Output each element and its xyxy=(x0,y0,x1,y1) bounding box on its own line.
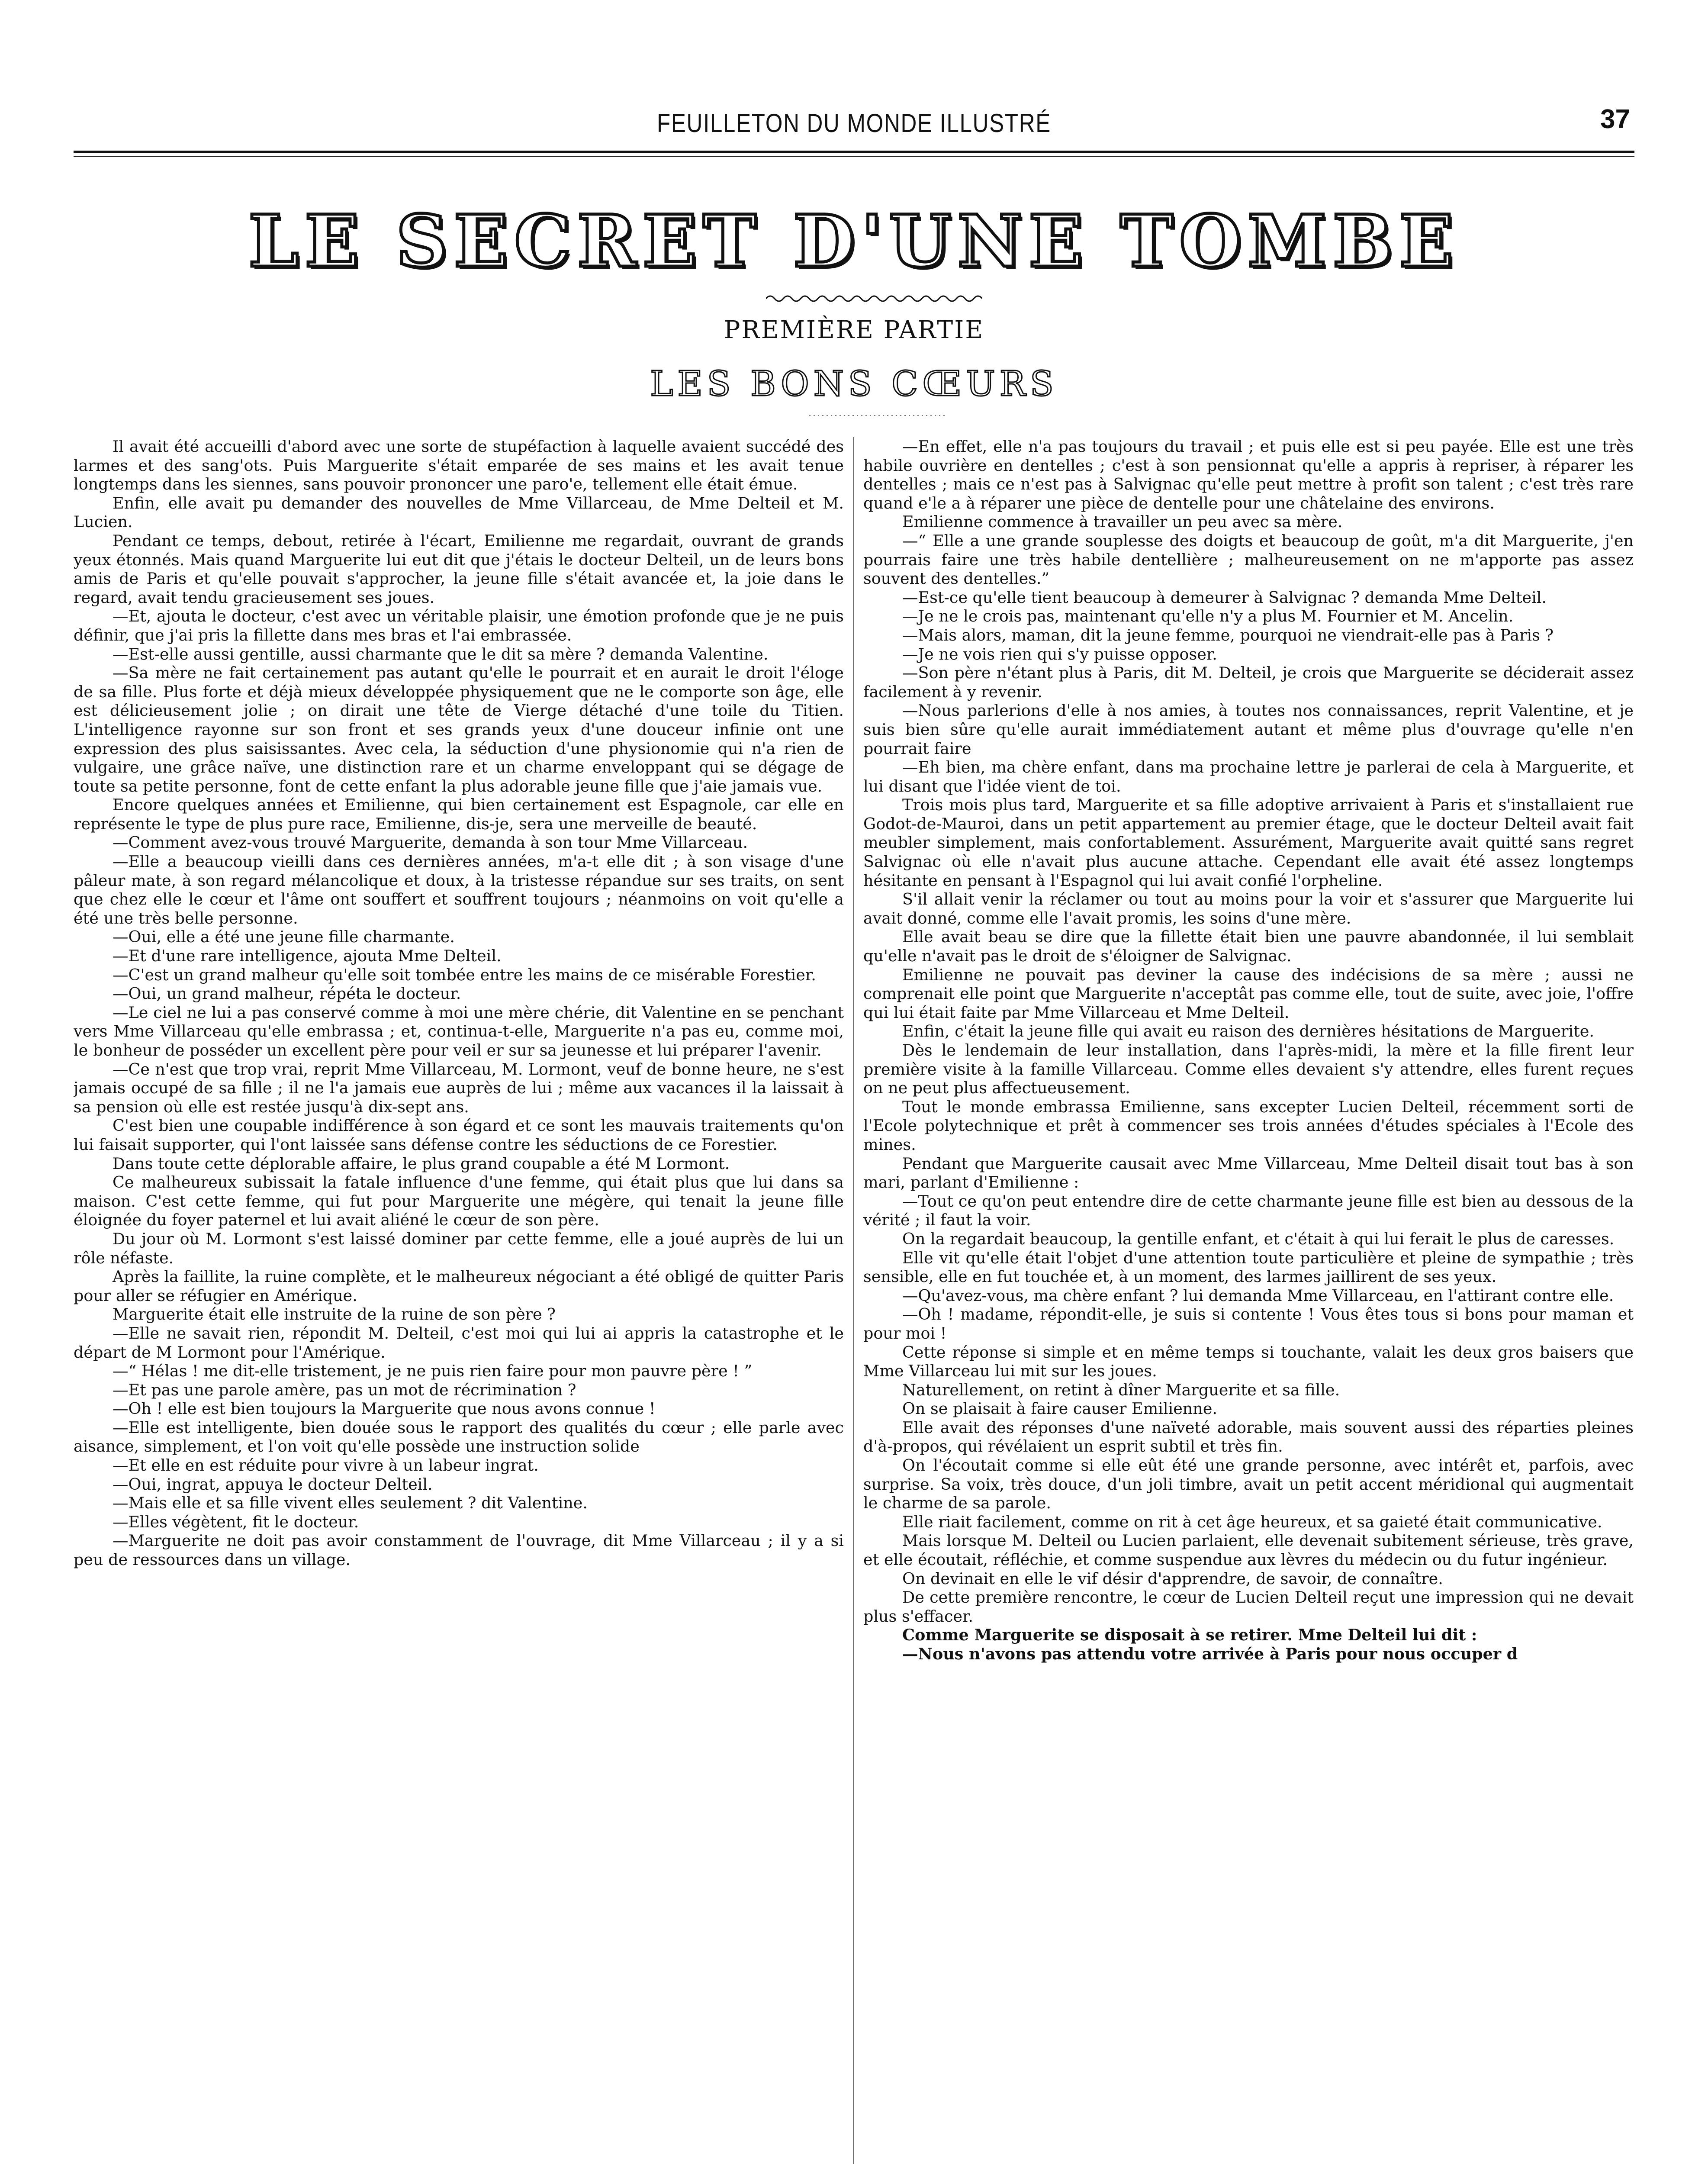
paragraph: —Est-ce qu'elle tient beaucoup à demeurer à Salvignac ? demanda Mme Delteil. xyxy=(902,588,1547,607)
paragraph: —Je ne le crois pas, maintenant qu'elle n'y a plus M. Fournier et M. Ancelin. xyxy=(902,607,1514,626)
paragraph: De cette première rencontre, le cœur de Lucien Delteil reçut une impression qui ne devait plus s'effacer. xyxy=(863,1588,1634,1626)
paragraph: Elle avait beau se dire que la fillette était bien une pauvre abandonnée, il lui semblait qu'elle n'avait pas le droit de s'éloigner de Salvignac. xyxy=(863,927,1634,966)
paragraph: Dès le lendemain de leur installation, dans l'après-midi, la mère et la fille firent leur première visite à la famille Villarceau. Comme elles devaient s'y attendre, elles furent reçues on ne peut plus affectueusement. xyxy=(863,1041,1634,1098)
newspaper-page xyxy=(74,100,1634,2164)
paragraph: —Comment avez-vous trouvé Marguerite, demanda à son tour Mme Villarceau. xyxy=(113,833,748,852)
paragraph: —“ Hélas ! me dit-elle tristement, je ne puis rien faire pour mon pauvre père ! ” xyxy=(113,1362,753,1381)
header-rule xyxy=(74,151,1634,153)
page-header xyxy=(74,100,1634,151)
paragraph: —Et, ajouta le docteur, c'est avec un véritable plaisir, une émotion profonde que je ne puis définir, que j'ai pris la fillette dans mes bras et l'ai embrassée. xyxy=(74,607,844,644)
paragraph: Mais lorsque M. Delteil ou Lucien parlaient, elle devenait subitement sérieuse, très grave, et elle écoutait, réfléchie, et comme suspendue aux lèvres du médecin ou du futur ingénieur. xyxy=(863,1531,1634,1569)
paragraph: Ce malheureux subissait la fatale influence d'une femme, qui était plus que lui dans sa maison. C'est cette femme, qui fut pour Marguerite une mégère, qui tenait la jeune fille éloignée du foyer paternel et lui avait aliéné le cœur de son père. xyxy=(74,1173,844,1230)
paragraph: —En effet, elle n'a pas toujours du travail ; et puis elle est si peu payée. Elle est une très habile ouvrière en dentelles ; c'est à son pensionnat qu'elle a appris à repriser, à réparer les dentelles ; mais ce n'est pas à Salvignac qu'elle peut mettre à profit son talent ; c'est très rare quand e'le a à réparer une pièce de dentelle pour une châtelaine des environs. xyxy=(863,437,1634,512)
paragraph: S'il allait venir la réclamer ou tout au moins pour la voir et s'assurer que Marguerite lui avait donné, comme elle l'avait promis, les soins d'une mère. xyxy=(863,890,1634,927)
text-column-left xyxy=(74,437,844,2164)
paragraph: —“ Elle a une grande souplesse des doigts et beaucoup de goût, m'a dit Marguerite, j'en pourrais faire une très habile dentellière ; malheureusement on ne m'apporte pas assez souvent des dentelles.” xyxy=(863,531,1634,588)
paragraph: C'est bien une coupable indifférence à son égard et ce sont les mauvais traitements qu'on lui faisait supporter, qui l'ont laissée sans défense contre les séductions de ce Forestier. xyxy=(74,1116,844,1154)
paragraph: —Le ciel ne lui a pas conservé comme à moi une mère chérie, dit Valentine en se penchant vers Mme Villarceau qu'elle embrassa ; et, continua-t-elle, Marguerite n'a pas eu, comme moi, le bonheur de posséder un excellent père pour veil er sur sa jeunesse et lui préparer l'avenir. xyxy=(74,1003,844,1059)
text-column-right xyxy=(863,437,1634,2164)
paragraph: Naturellement, on retint à dîner Marguerite et sa fille. xyxy=(902,1380,1340,1399)
paragraph: —Nous parlerions d'elle à nos amies, à toutes nos connaissances, reprit Valentine, et je suis bien sûre qu'elle aurait immédiatement autant et même plus d'ouvrage qu'elle n'en pourrait faire xyxy=(863,701,1634,758)
paragraph: Emilienne ne pouvait pas deviner la cause des indécisions de sa mère ; aussi ne comprenait elle point que Marguerite n'acceptât pas comme elle, tout de suite, avec joie, l'offre qui lui était faite par Mme Villarceau et Mme Delteil. xyxy=(863,965,1634,1022)
paragraph: Enfin, c'était la jeune fille qui avait eu raison des dernières hésitations de Marguerite. xyxy=(902,1022,1594,1041)
paragraph: —Et pas une parole amère, pas un mot de récrimination ? xyxy=(113,1380,576,1399)
paragraph: On la regardait beaucoup, la gentille enfant, et c'était à qui lui ferait le plus de caresses. xyxy=(902,1229,1615,1248)
header-rule-thin xyxy=(74,156,1634,157)
paragraph: —Qu'avez-vous, ma chère enfant ? lui demanda Mme Villarceau, en l'attirant contre elle. xyxy=(902,1286,1614,1305)
paragraph: Trois mois plus tard, Marguerite et sa fille adoptive arrivaient à Paris et s'installaient rue Godot-de-Mauroi, dans un petit appartement au premier étage, que le docteur Delteil avait fait meubler simplement, mais confortablement. Assurément, Marguerite avait quitté sans regret Salvignac où elle n'avait plus aucune attache. Cependant elle avait été assez longtemps hésitante en pensant à l'Espagnol qui lui avait confié l'orpheline. xyxy=(863,795,1634,890)
paragraph: —Je ne vois rien qui s'y puisse opposer. xyxy=(902,644,1217,663)
paragraph: Elle riait facilement, comme on rit à cet âge heureux, et sa gaieté était communicative. xyxy=(902,1512,1602,1531)
paragraph: —Son père n'étant plus à Paris, dit M. Delteil, je crois que Marguerite se déciderait assez facilement à y revenir. xyxy=(863,663,1634,701)
paragraph: Enfin, elle avait pu demander des nouvelles de Mme Villarceau, de Mme Delteil et M. Lucien. xyxy=(74,493,844,531)
paragraph: —Oh ! elle est bien toujours la Marguerite que nous avons connue ! xyxy=(113,1399,656,1418)
paragraph: —Marguerite ne doit pas avoir constamment de l'ouvrage, dit Mme Villarceau ; il y a si peu de ressources dans un village. xyxy=(74,1531,844,1569)
paragraph: Pendant ce temps, debout, retirée à l'écart, Emilienne me regardait, ouvrant de grands yeux étonnés. Mais quand Marguerite lui eut dit que j'étais le docteur Delteil, un de leurs bons amis de Paris et qu'elle pouvait s'approcher, la jeune fille s'était avancée et, la joie dans le regard, avait tendu gracieusement ses joues. xyxy=(74,531,844,607)
paragraph: —Oui, ingrat, appuya le docteur Delteil. xyxy=(113,1475,433,1494)
paragraph: Il avait été accueilli d'abord avec une sorte de stupéfaction à laquelle avaient succédé des larmes et des sang'ots. Puis Marguerite s'était emparée de ses mains et les avait tenue longtemps dans les siennes, sans pouvoir prononcer une paro'e, tellement elle était émue. xyxy=(74,437,844,494)
running-title: FEUILLETON DU MONDE ILLUSTRÉ xyxy=(656,109,1051,138)
story-title: LE SECRET D'UNE TOMBE xyxy=(248,199,1460,283)
paragraph: Tout le monde embrassa Emilienne, sans excepter Lucien Delteil, récemment sorti de l'Ecole polytechnique et prêt à commencer ses trois années d'études spéciales à l'Ecole des mines. xyxy=(863,1097,1634,1154)
paragraph: —Ce n'est que trop vrai, reprit Mme Villarceau, M. Lormont, veuf de bonne heure, ne s'est jamais occupé de sa fille ; il ne l'a jamais eue auprès de lui ; même aux vacances il la laissait à sa pension où elle est restée jusqu'à dix-sept ans. xyxy=(74,1059,844,1116)
paragraph: —Est-elle aussi gentille, aussi charmante que le dit sa mère ? demanda Valentine. xyxy=(113,644,769,663)
paragraph: On devinait en elle le vif désir d'apprendre, de savoir, de connaître. xyxy=(902,1569,1443,1588)
paragraph: Dans toute cette déplorable affaire, le plus grand coupable a été M Lormont. xyxy=(113,1154,730,1173)
section-title: LES BONS CŒURS xyxy=(650,364,1058,404)
paragraph: —Sa mère ne fait certainement pas autant qu'elle le pourrait et en aurait le droit l'éloge de sa fille. Plus forte et déjà mieux développée physiquement que ne le comporte son âge, elle est délicieusement jolie ; on dirait une tête de Vierge détaché d'une toile du Titien. L'intelligence rayonne sur son front et ses grands yeux d'une douceur infinie ont une expression des plus saisissantes. Avec cela, la séduction d'une physionomie qui n'a rien de vulgaire, une grâce naïve, une distinction rare et un charme enveloppant qui se dégage de toute sa petite personne, font de cette enfant la plus adorable jeune fille que j'aie jamais vue. xyxy=(74,663,844,795)
paragraph: —Mais elle et sa fille vivent elles seulement ? dit Valentine. xyxy=(113,1494,588,1513)
paragraph: —Elle ne savait rien, répondit M. Delteil, c'est moi qui lui ai appris la catastrophe et le départ de M Lormont pour l'Amérique. xyxy=(74,1324,844,1362)
paragraph: —Oh ! madame, répondit-elle, je suis si contente ! Vous êtes tous si bons pour maman et pour moi ! xyxy=(863,1305,1634,1343)
paragraph: —C'est un grand malheur qu'elle soit tombée entre les mains de ce misérable Forestier. xyxy=(113,965,816,984)
paragraph: Du jour où M. Lormont s'est laissé dominer par cette femme, elle a joué auprès de lui un rôle néfaste. xyxy=(74,1229,844,1267)
paragraph: Comme Marguerite se disposait à se retirer. Mme Delteil lui dit : xyxy=(902,1626,1477,1645)
paragraph: —Elle a beaucoup vieilli dans ces dernières années, m'a-t elle dit ; à son visage d'une pâleur mate, à son regard mélancolique et doux, à la tristesse répandue sur ses traits, on sent que chez elle le cœur et l'âme ont souffert et souffrent toujours ; néanmoins on voit qu'elle a été une très belle personne. xyxy=(74,852,844,927)
paragraph: Marguerite était elle instruite de la ruine de son père ? xyxy=(113,1305,556,1324)
paragraph: Encore quelques années et Emilienne, qui bien certainement est Espagnole, car elle en représente le type de plus pure race, Emilienne, dis-je, sera une merveille de beauté. xyxy=(74,795,844,833)
paragraph: —Eh bien, ma chère enfant, dans ma prochaine lettre je parlerai de cela à Marguerite, et lui disant que l'idée vient de toi. xyxy=(863,758,1634,795)
paragraph: On l'écoutait comme si elle eût été une grande personne, avec intérêt et, parfois, avec surprise. Sa voix, très douce, d'un joli timbre, avait un petit accent méridional qui augmentait le charme de sa parole. xyxy=(863,1456,1634,1513)
page-number: 37 xyxy=(1600,104,1630,134)
dotted-ornament xyxy=(809,411,948,420)
paragraph: —Oui, un grand malheur, répéta le docteur. xyxy=(113,984,461,1003)
paragraph: —Tout ce qu'on peut entendre dire de cette charmante jeune fille est bien au dessous de la vérité ; il faut la voir. xyxy=(863,1191,1634,1230)
paragraph: Elle vit qu'elle était l'objet d'une attention toute particulière et pleine de sympathie ; très sensible, elle en fut touchée et, à un moment, des larmes jaillirent de ses yeux. xyxy=(863,1248,1634,1286)
paragraph: —Oui, elle a été une jeune fille charmante. xyxy=(113,927,455,947)
paragraph: —Elles végètent, fit le docteur. xyxy=(113,1512,359,1531)
paragraph: —Mais alors, maman, dit la jeune femme, pourquoi ne viendrait-elle pas à Paris ? xyxy=(902,625,1554,644)
paragraph: Pendant que Marguerite causait avec Mme Villarceau, Mme Delteil disait tout bas à son mari, parlant d'Emilienne : xyxy=(863,1154,1634,1192)
wavy-ornament xyxy=(766,290,982,307)
paragraph: —Et elle en est réduite pour vivre à un labeur ingrat. xyxy=(113,1456,539,1475)
paragraph: —Et d'une rare intelligence, ajouta Mme Delteil. xyxy=(113,947,502,966)
paragraph: On se plaisait à faire causer Emilienne. xyxy=(902,1399,1218,1418)
paragraph: Elle avait des réponses d'une naïveté adorable, mais souvent aussi des réparties pleines d'à-propos, qui révélaient un esprit subtil et très fin. xyxy=(863,1418,1634,1456)
paragraph: Emilienne commence à travailler un peu avec sa mère. xyxy=(902,512,1343,531)
column-divider xyxy=(853,437,854,2164)
paragraph: —Nous n'avons pas attendu votre arrivée à Paris pour nous occuper d xyxy=(902,1645,1518,1663)
paragraph: Cette réponse si simple et en même temps si touchante, valait les deux gros baisers que Mme Villarceau lui mit sur les joues. xyxy=(863,1343,1634,1381)
part-title: PREMIÈRE PARTIE xyxy=(724,316,984,344)
paragraph: Après la faillite, la ruine complète, et le malheureux négociant a été obligé de quitter Paris pour aller se réfugier en Amérique. xyxy=(74,1267,844,1305)
paragraph: —Elle est intelligente, bien douée sous le rapport des qualités du cœur ; elle parle avec aisance, simplement, et l'on voit qu'elle possède une instruction solide xyxy=(74,1418,844,1456)
